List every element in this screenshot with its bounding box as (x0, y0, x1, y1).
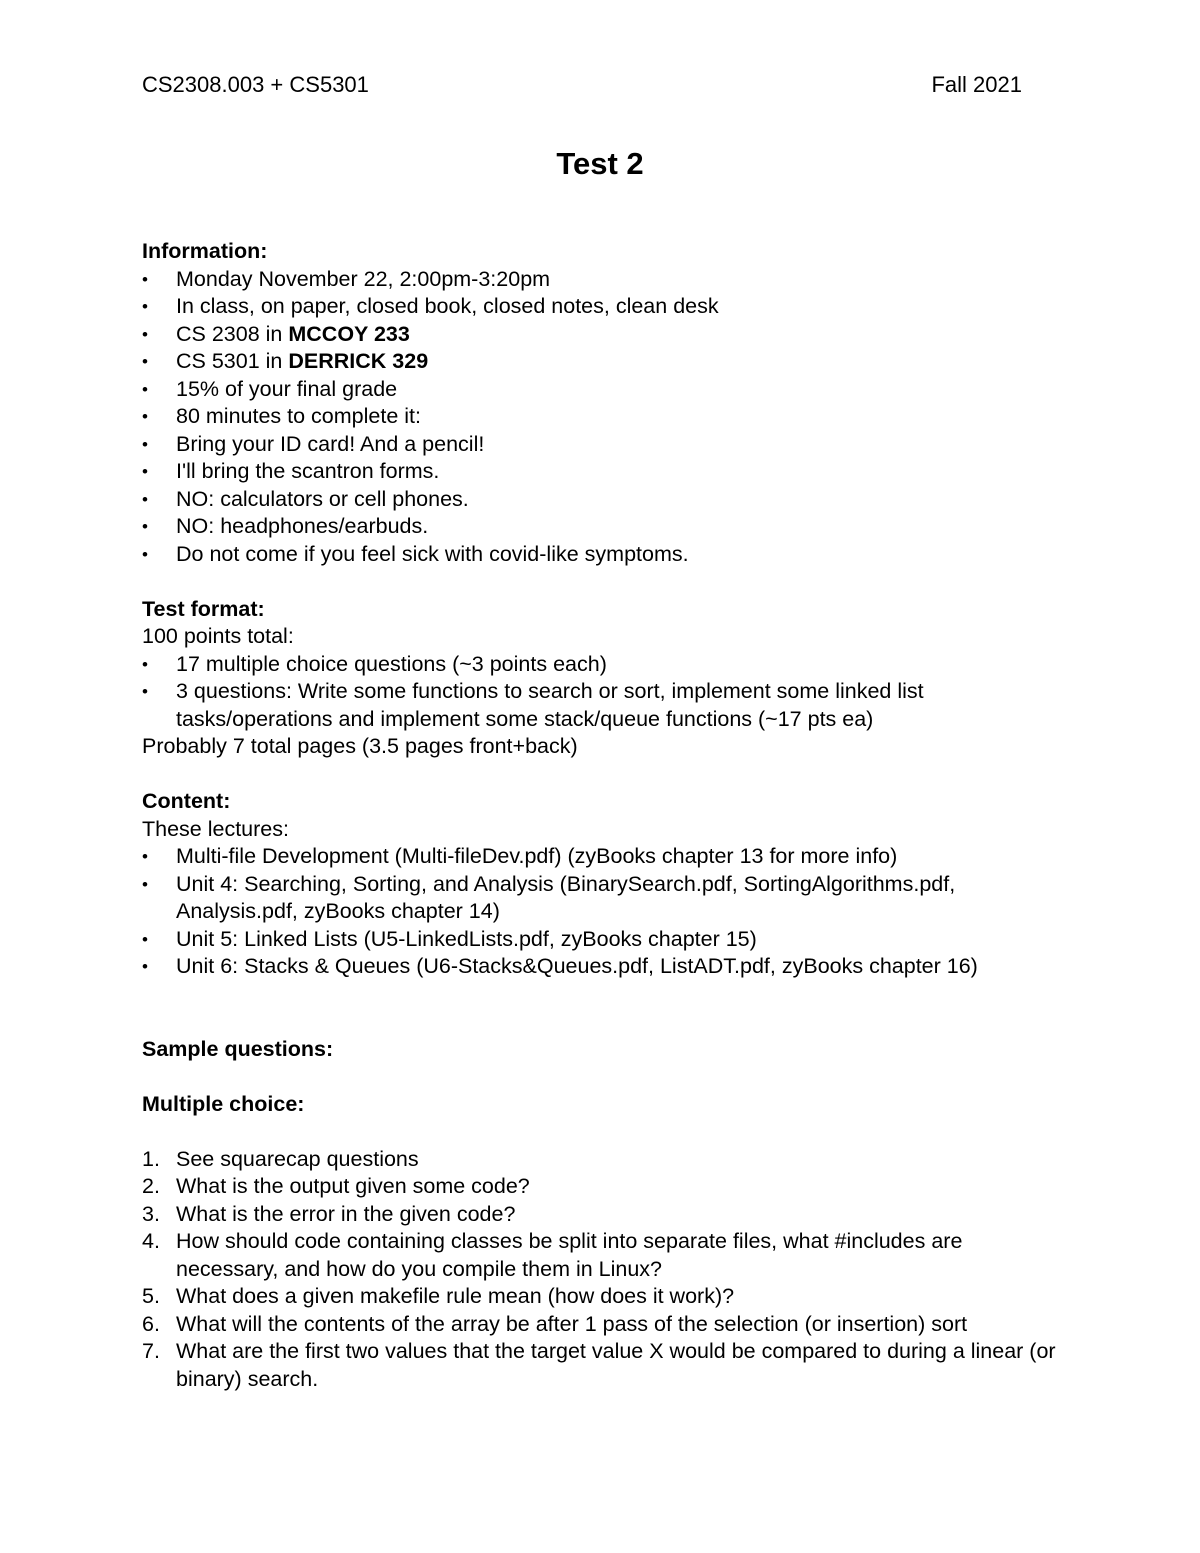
bullet-icon: • (142, 544, 148, 564)
information-item (142, 486, 1062, 514)
information-item (142, 376, 1062, 404)
list-item-text: NO: calculators or cell phones. (176, 486, 469, 511)
bullet-icon: • (142, 297, 148, 316)
list-item-text: Multi-file Development (Multi-fileDev.pdf) (zyBooks chapter 13 for more info) (176, 844, 898, 868)
question-number: 6. (142, 1311, 160, 1336)
information-heading: Information: (142, 239, 268, 263)
multiple-choice-list (142, 1146, 1062, 1394)
room-location: DERRICK 329 (288, 349, 429, 373)
question-text: What will the contents of the array be after 1 pass of the selection (or insertion) sort (176, 1311, 968, 1336)
bullet-icon: • (142, 324, 148, 344)
list-item-text: 15% of your final grade (176, 376, 398, 401)
bullet-icon: • (142, 517, 148, 536)
list-item-text: 3 questions: Write some functions to search or sort, implement some linked list tasks/operations and implement some stack/queue functions (~17 pts ea) (176, 679, 924, 731)
information-item (142, 403, 1062, 431)
question-text: See squarecap questions (176, 1146, 419, 1171)
multiple-choice-heading: Multiple choice: (142, 1091, 305, 1116)
term: Fall 2021 (931, 72, 1022, 97)
list-item-text: Unit 4: Searching, Sorting, and Analysis (BinarySearch.pdf, SortingAlgorithms.pdf, Analysis.pdf, zyBooks chapter 14) (176, 871, 956, 923)
bullet-icon: • (142, 929, 148, 949)
course-code: CS2308.003 + CS5301 (142, 72, 369, 97)
question-text: How should code containing classes be split into separate files, what #includes are necessary, and how do you compile them in Linux? (176, 1229, 963, 1281)
bullet-icon: • (142, 379, 148, 399)
information-item (142, 293, 1062, 321)
content-list (142, 843, 1062, 981)
multiple-choice-item (142, 1228, 1062, 1283)
bullet-icon: • (142, 957, 148, 976)
room-location: MCCOY 233 (288, 321, 410, 346)
test-format-list (142, 651, 1062, 734)
question-text: What is the output given some code? (176, 1174, 530, 1198)
bullet-icon: • (142, 874, 148, 894)
list-item-text: Bring your ID card! And a pencil! (176, 431, 485, 456)
test-format-outro: Probably 7 total pages (3.5 pages front+back) (142, 734, 578, 758)
question-text: What are the first two values that the target value X would be compared to during a linear (or binary) search. (176, 1339, 1056, 1391)
page-title: Test 2 (556, 146, 644, 181)
multiple-choice-item (142, 1173, 1062, 1201)
question-number: 3. (142, 1201, 160, 1226)
question-number: 4. (142, 1229, 160, 1253)
list-item-text: CS 5301 in (176, 349, 289, 373)
multiple-choice-item (142, 1146, 1062, 1174)
question-number: 1. (142, 1146, 160, 1171)
bullet-icon: • (142, 489, 148, 509)
information-item (142, 348, 1062, 376)
question-text: What does a given makefile rule mean (how does it work)? (176, 1284, 735, 1308)
list-item-text: Do not come if you feel sick with covid-like symptoms. (176, 541, 689, 566)
test-format-item (142, 678, 1062, 733)
bullet-icon: • (142, 654, 148, 674)
information-item (142, 431, 1062, 459)
list-item-text: 17 multiple choice questions (~3 points each) (176, 651, 607, 676)
sample-questions-heading: Sample questions: (142, 1036, 334, 1061)
question-text: What is the error in the given code? (176, 1201, 516, 1226)
multiple-choice-item (142, 1201, 1062, 1229)
list-item-text: Unit 5: Linked Lists (U5-LinkedLists.pdf, zyBooks chapter 15) (176, 926, 757, 951)
list-item-text: I'll bring the scantron forms. (176, 459, 440, 483)
content-item (142, 843, 1062, 871)
bullet-icon: • (142, 352, 148, 371)
list-item-text: 80 minutes to complete it: (176, 404, 421, 428)
question-number: 7. (142, 1339, 160, 1363)
test-format-heading: Test format: (142, 596, 265, 621)
document-body (142, 238, 1062, 1393)
list-item-text: In class, on paper, closed book, closed notes, clean desk (176, 294, 719, 318)
list-item-text: Unit 6: Stacks & Queues (U6-Stacks&Queues.pdf, ListADT.pdf, zyBooks chapter 16) (176, 954, 978, 978)
information-item (142, 458, 1062, 486)
information-item (142, 266, 1062, 294)
bullet-icon: • (142, 407, 148, 426)
question-number: 5. (142, 1284, 160, 1308)
test-format-intro: 100 points total: (142, 624, 294, 648)
list-item-text: NO: headphones/earbuds. (176, 514, 429, 538)
list-item-text: Monday November 22, 2:00pm-3:20pm (176, 266, 551, 291)
question-number: 2. (142, 1174, 160, 1198)
content-item (142, 871, 1062, 926)
test-format-item (142, 651, 1062, 679)
bullet-icon: • (142, 462, 148, 481)
multiple-choice-item (142, 1283, 1062, 1311)
multiple-choice-item (142, 1338, 1062, 1393)
list-item-text: CS 2308 in (176, 321, 289, 346)
bullet-icon: • (142, 682, 148, 701)
multiple-choice-item (142, 1311, 1062, 1339)
information-item (142, 541, 1062, 569)
information-item (142, 513, 1062, 541)
content-heading: Content: (142, 789, 231, 813)
bullet-icon: • (142, 434, 148, 454)
content-intro: These lectures: (142, 816, 289, 841)
bullet-icon: • (142, 847, 148, 866)
information-list (142, 266, 1062, 569)
information-item (142, 321, 1062, 349)
content-item (142, 926, 1062, 954)
bullet-icon: • (142, 269, 148, 289)
content-item (142, 953, 1062, 981)
